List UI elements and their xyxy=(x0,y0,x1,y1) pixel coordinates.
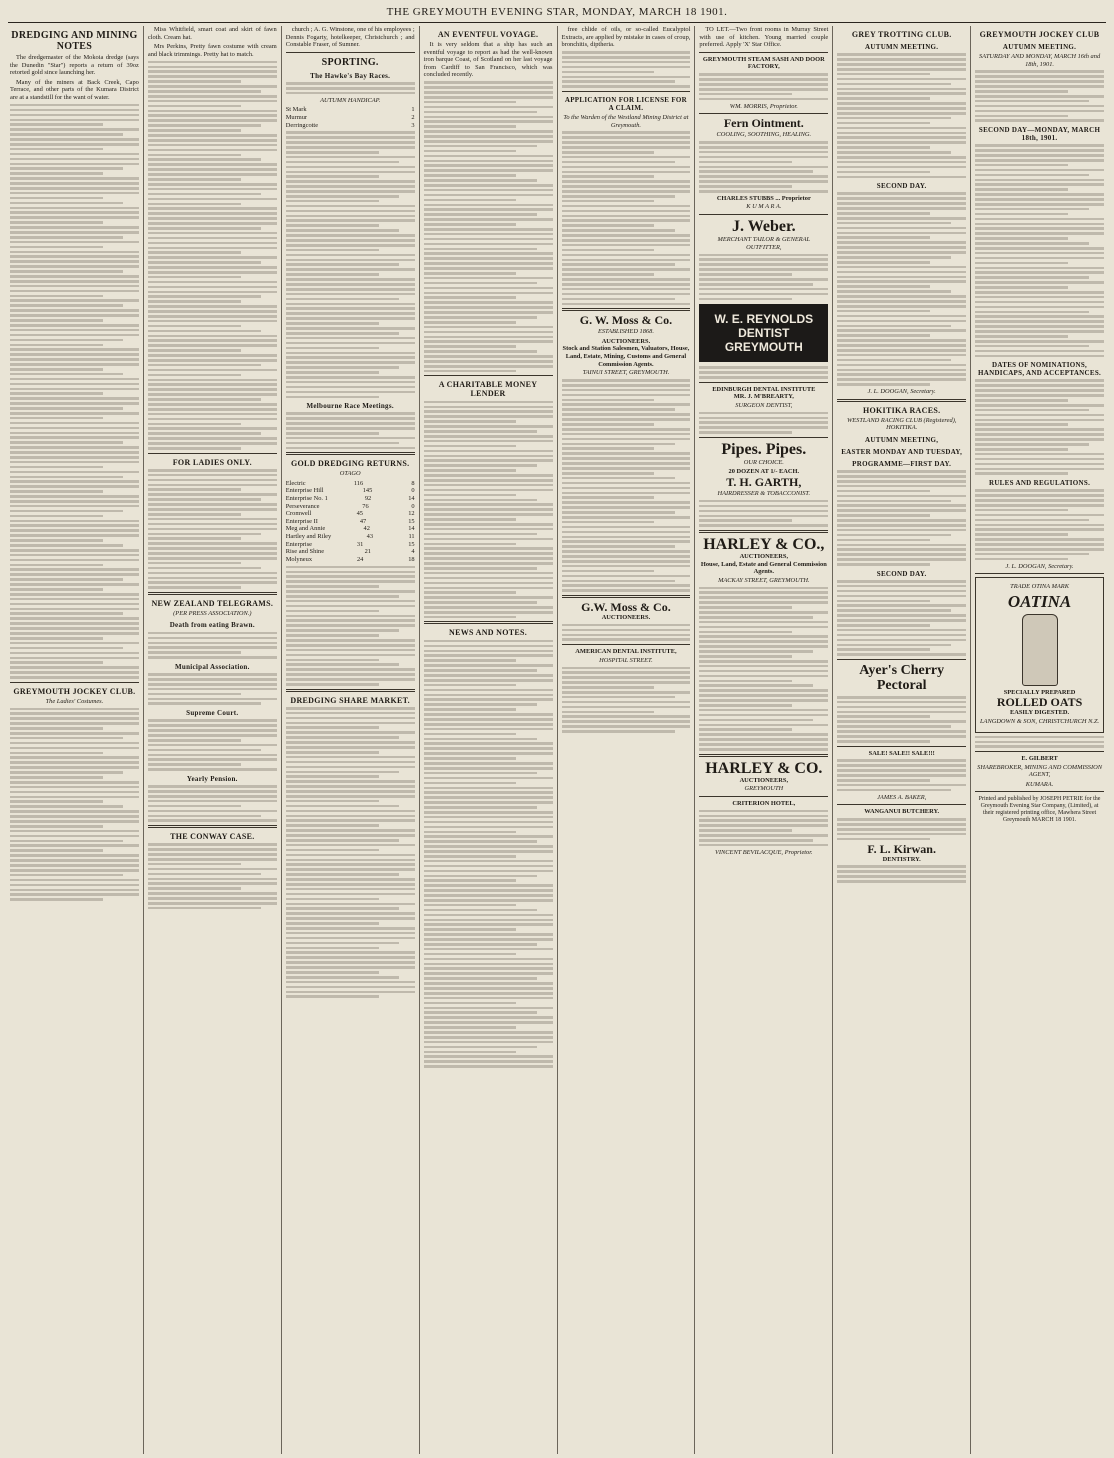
article-text-block xyxy=(837,192,966,385)
column-3 xyxy=(282,26,420,1454)
dredge-name: Cromwell xyxy=(285,510,312,518)
second-day-subheading: SECOND DAY—MONDAY, MARCH 18th, 1901. xyxy=(978,125,1101,142)
dredging-return-row xyxy=(286,487,415,495)
masthead: THE GREYMOUTH EVENING STAR, MONDAY, MARCH 18 1901. xyxy=(8,6,1106,23)
oatina-logo: OATINA xyxy=(1007,591,1072,611)
dredging-return-row xyxy=(286,548,415,556)
dredge-yield: 24 xyxy=(356,555,364,563)
article-text-block xyxy=(10,708,139,901)
divider xyxy=(699,382,828,383)
article-text-block xyxy=(837,696,966,743)
dredge-yield: 116 xyxy=(353,479,364,487)
article-text-block xyxy=(699,73,828,100)
for-ladies-heading: FOR LADIES ONLY. xyxy=(172,457,252,467)
divider xyxy=(10,682,139,683)
article-text-block xyxy=(699,366,828,378)
dredging-return-row xyxy=(286,518,415,526)
fern-ointment-tagline: COOLING, SOOTHING, HEALING. xyxy=(716,131,812,139)
article-text-block xyxy=(562,667,691,733)
moss-services: Stock and Station Salesmen, Valuators, House, Land, Estate, Mining, Customs and General Commission Agents. xyxy=(562,345,690,368)
dredge-yield: 11 xyxy=(408,532,415,540)
article-text-block xyxy=(975,144,1104,357)
autumn-meeting-subheading: AUTUMN MEETING. xyxy=(1002,43,1077,51)
column-7 xyxy=(833,26,971,1454)
dredging-return-row xyxy=(286,541,415,549)
ayers-pectoral-title: Ayer's Cherry Pectoral xyxy=(859,662,945,693)
wanganui-butchery: WANGANUI BUTCHERY. xyxy=(864,808,940,816)
gold-dredging-heading: GOLD DREDGING RETURNS. xyxy=(290,459,410,469)
melbourne-subheading: Melbourne Race Meetings. xyxy=(306,402,394,411)
divider xyxy=(975,791,1104,792)
article-paragraph: free chlide of oils, or so-called Eucalyptol Extracts, are applied by mistake in cases of croup, bronchitis, diptheria. xyxy=(561,26,691,49)
kirwan-name: F. L. Kirwan. xyxy=(867,841,936,856)
dredge-name: Enterprise No. 1 xyxy=(285,495,328,503)
dredge-name: Electric xyxy=(285,479,306,487)
race-results-block xyxy=(286,131,415,398)
autumn-meeting-subheading: AUTUMN MEETING. xyxy=(865,43,939,51)
harley-name-2: HARLEY & CO. xyxy=(705,759,823,777)
harley-name: HARLEY & CO., xyxy=(703,535,825,553)
article-text-block xyxy=(562,624,691,641)
dredging-return-row xyxy=(286,533,415,541)
moss-auctioneers-2: AUCTIONEERS. xyxy=(601,613,651,621)
article-text-block xyxy=(699,412,828,434)
divider xyxy=(699,113,828,114)
oatina-product: ROLLED OATS xyxy=(996,695,1083,710)
harley-auctioneers-2: AUCTIONEERS, xyxy=(739,776,789,784)
oatina-maker: LANGDOWN & SON, CHRISTCHURCH N.Z. xyxy=(979,718,1100,726)
dredge-yield: 21 xyxy=(364,548,371,556)
share-market-heading: DREDGING SHARE MARKET. xyxy=(290,695,410,705)
dredge-yield: 47 xyxy=(359,517,367,525)
dredging-notes-heading: DREDGING AND MINING NOTES xyxy=(11,30,138,52)
weber-trade: MERCHANT TAILOR & GENERAL OUTFITTER, xyxy=(717,236,811,251)
article-text-block xyxy=(837,580,966,656)
divider xyxy=(975,573,1104,574)
eventful-voyage-heading: AN EVENTFUL VOYAGE. xyxy=(437,30,539,39)
dredge-yield: 31 xyxy=(356,540,364,548)
dredge-yield: 18 xyxy=(408,555,415,563)
telegram-subheading: Supreme Court. xyxy=(186,709,239,718)
divider xyxy=(699,437,828,438)
dredge-name: Enterprise Hill xyxy=(285,487,324,495)
oatina-ad xyxy=(975,577,1104,732)
moss-address: TAINUI STREET, GREYMOUTH. xyxy=(582,369,670,377)
article-text-block xyxy=(837,470,966,566)
dredge-yield: 0 xyxy=(411,502,415,510)
divider xyxy=(837,804,966,805)
grey-trotting-heading: GREY TROTTING CLUB. xyxy=(851,30,952,39)
divider xyxy=(148,453,277,454)
dredge-name: Enterprise xyxy=(285,540,313,548)
news-notes-heading: NEWS AND NOTES. xyxy=(449,628,528,638)
dredging-return-row xyxy=(286,556,415,564)
article-text-block xyxy=(837,865,966,882)
dredge-name: Enterprise II xyxy=(285,517,318,525)
article-text-block xyxy=(148,61,277,450)
gilbert-name: E. GILBERT xyxy=(1021,754,1058,762)
edinburgh-dental-title: EDINBURGH DENTAL INSTITUTE xyxy=(712,385,816,393)
race-name: AUTUMN HANDICAP. xyxy=(320,96,381,104)
divider xyxy=(699,214,828,215)
pipes-sub: OUR CHOICE. xyxy=(743,458,784,466)
divider xyxy=(424,621,553,624)
harley-town: GREYMOUTH xyxy=(744,785,784,793)
garth-trade: HAIRDRESSER & TOBACCONIST. xyxy=(717,489,811,497)
stubbs-proprietor: CHARLES STUBBS ... Proprietor xyxy=(716,194,811,202)
hawkes-bay-subheading: The Hawke's Bay Races. xyxy=(310,71,391,80)
sale-headline: SALE! SALE!! SALE!!! xyxy=(868,749,935,757)
dredge-yield: 4 xyxy=(411,548,415,556)
fern-ointment-title: Fern Ointment. xyxy=(723,116,804,131)
divider xyxy=(286,689,415,692)
baker-name: JAMES A. BAKER, xyxy=(877,793,927,801)
article-text-block xyxy=(424,401,553,619)
divider xyxy=(699,754,828,757)
column-1 xyxy=(6,26,144,1454)
dredge-yield: 8 xyxy=(411,479,415,487)
criterion-hotel: CRITERION HOTEL, xyxy=(732,799,796,807)
sash-factory-name: GREYMOUTH STEAM SASH AND DOOR FACTORY, xyxy=(702,55,825,71)
article-text-block xyxy=(699,500,828,527)
moss-company-name: G. W. Moss & Co. xyxy=(579,313,673,328)
dredge-name: Molyneux xyxy=(285,555,313,563)
divider xyxy=(699,52,828,53)
autumn-meeting-subheading: AUTUMN MEETING, xyxy=(865,435,939,444)
article-text-block xyxy=(837,759,966,791)
divider xyxy=(837,746,966,747)
column-4 xyxy=(420,26,558,1454)
dredge-yield: 15 xyxy=(408,517,415,525)
dredging-return-row xyxy=(286,510,415,518)
divider xyxy=(286,452,415,455)
money-lender-heading: A CHARITABLE MONEY LENDER xyxy=(438,380,538,399)
second-day-subheading: SECOND DAY. xyxy=(876,182,927,191)
article-text-block xyxy=(975,379,1104,475)
jockey-club-secretary: J. L. DOOGAN, Secretary. xyxy=(1005,562,1074,570)
dredge-name: Meg and Annie xyxy=(285,525,326,533)
article-text-block xyxy=(975,489,1104,560)
divider xyxy=(837,659,966,660)
article-text-block xyxy=(148,673,277,705)
dredge-yield: 0 xyxy=(411,487,415,495)
printer-imprint: Printed and published by JOSEPH PETRIE for the Greymouth Evening Star Company, (Limited), at their registered printing office, Mawhera Street Greymouth MARCH 18 1901. xyxy=(978,796,1101,824)
article-text-block xyxy=(148,719,277,771)
divider xyxy=(699,530,828,533)
article-text-block xyxy=(837,53,966,178)
article-text-block xyxy=(424,81,553,372)
rules-subheading: RULES AND REGULATIONS. xyxy=(988,478,1091,487)
share-list-block xyxy=(286,707,415,998)
dredge-name: Rise and Shine xyxy=(285,548,325,556)
article-text-block xyxy=(562,51,691,88)
column-8 xyxy=(971,26,1108,1454)
column-5 xyxy=(558,26,696,1454)
article-text-block xyxy=(424,640,553,1068)
gilbert-town: KUMARA. xyxy=(1025,780,1054,788)
returns-block xyxy=(286,566,415,686)
jockey-club-heading: GREYMOUTH JOCKEY CLUB xyxy=(979,30,1100,39)
divider xyxy=(837,399,966,402)
moss-auctioneers: AUCTIONEERS. xyxy=(601,337,651,345)
second-day-subheading: SECOND DAY. xyxy=(876,569,927,578)
dredge-yield: 14 xyxy=(408,495,415,503)
hokitika-races-heading: HOKITIKA RACES. xyxy=(862,405,941,415)
dredge-yield: 45 xyxy=(356,510,363,518)
dredge-yield: 12 xyxy=(408,510,415,518)
sash-factory-proprietor: WM. MORRIS, Proprietor. xyxy=(729,102,798,110)
jockey-club-heading: GREYMOUTH JOCKEY CLUB. xyxy=(13,686,136,696)
divider xyxy=(424,375,553,376)
article-paragraph: church ; A. G. Winstone, one of his employees ; Dennis Fogarty, hotelkeeper, Christchurch ; and Constable Fraser, of Sumner. xyxy=(285,26,415,49)
nominations-subheading: DATES OF NOMINATIONS, HANDICAPS, AND ACCEPTANCES. xyxy=(978,361,1102,378)
article-paragraph: It is very seldom that a ship has such an eventful voyage to report as had the well-known iron barque Coast, of Scotland on her last voyage from Cardiff to San Francisco, which was concluded recently. xyxy=(423,41,553,79)
nz-telegrams-heading: NEW ZEALAND TELEGRAMS. xyxy=(151,598,274,608)
meeting-dates: SATURDAY AND MONDAY, MARCH 16th and 18th, 1901. xyxy=(978,53,1101,68)
press-association-note: (PER PRESS ASSOCIATION.) xyxy=(173,609,252,617)
divider xyxy=(975,751,1104,752)
dredging-return-row xyxy=(286,495,415,503)
article-text-block xyxy=(699,254,828,301)
column-6 xyxy=(695,26,833,1454)
dredge-yield: 15 xyxy=(408,540,415,548)
article-text-block xyxy=(148,843,277,909)
dredging-return-row xyxy=(286,480,415,488)
mcbrearty-title: SURGEON DENTIST, xyxy=(735,401,793,409)
columns xyxy=(6,26,1108,1454)
harley-address: MACKAY STREET, GREYMOUTH. xyxy=(718,576,810,584)
oatina-line: SPECIALLY PREPARED xyxy=(1003,688,1076,696)
dredge-yield: 76 xyxy=(362,502,369,510)
divider xyxy=(148,592,277,595)
article-text-block xyxy=(10,104,139,679)
moss-company-name-2: G.W. Moss & Co. xyxy=(581,599,671,614)
warden-address: To the Warden of the Westland Mining District at Greymouth. xyxy=(563,113,689,129)
article-text-block xyxy=(148,469,277,589)
stubbs-town: K U M A R A. xyxy=(746,203,782,211)
telegram-subheading: Municipal Association. xyxy=(174,662,250,671)
telegram-subheading: Yearly Pension. xyxy=(186,774,238,783)
race-result-row: Murmur 2 xyxy=(285,113,415,121)
divider xyxy=(562,595,691,598)
column-2 xyxy=(144,26,282,1454)
article-text-block xyxy=(562,379,691,592)
dredge-yield: 14 xyxy=(408,525,415,533)
dental-institute-name: AMERICAN DENTAL INSTITUTE, xyxy=(575,648,677,656)
pipes-offer: 20 DOZEN AT 1/- EACH. xyxy=(728,468,800,476)
harley-services: House, Land, Estate and General Commission Agents. xyxy=(700,560,827,576)
oatina-packet-icon xyxy=(1022,614,1058,686)
license-application-heading: APPLICATION FOR LICENSE FOR A CLAIM. xyxy=(564,95,687,112)
race-result-row: Derringcotte 3 xyxy=(285,121,415,129)
divider xyxy=(562,308,691,311)
article-paragraph: The dredgemaster of the Mokoia dredge (says the Dunedin "Star") reports a return of 39oz retorted gold since launching her. xyxy=(10,54,139,77)
telegram-subheading: Death from eating Brawn. xyxy=(169,621,255,630)
article-text-block xyxy=(975,70,1104,122)
article-text-block xyxy=(562,131,691,305)
divider xyxy=(562,644,691,645)
programme-first-day: PROGRAMME—FIRST DAY. xyxy=(852,459,952,468)
article-text-block xyxy=(699,810,828,847)
dredge-name: Hartley and Riley xyxy=(285,532,332,540)
oatina-trade-mark: TRADE OTINA MARK xyxy=(1010,583,1069,591)
divider xyxy=(286,52,415,53)
moss-established: ESTABLISHED 1868. xyxy=(597,328,654,336)
article-text-block xyxy=(148,785,277,822)
gilbert-trade: SHAREBROKER, MINING AND COMMISSION AGENT, xyxy=(977,763,1102,779)
divider xyxy=(562,91,691,92)
westland-racing-club: WESTLAND RACING CLUB (Registered), HOKITIKA. xyxy=(846,416,957,432)
article-paragraph: Miss Whitfield, smart coat and skirt of fawn cloth. Cream hat. xyxy=(147,26,277,41)
article-paragraph: Many of the miners at Back Creek, Capo Terrace, and other parts of the Kumara District are at a standstill for the want of water. xyxy=(10,78,139,101)
classified-ad: TO LET.—Two front rooms in Murray Street with use of kitchen. Young married couple preferred. Apply 'X' Star Office. xyxy=(699,26,829,49)
mcbrearty-name: MR. J. M'BREARTY, xyxy=(733,393,794,401)
article-text-block xyxy=(699,141,828,193)
garth-name: T. H. GARTH, xyxy=(726,474,802,489)
dredge-yield: 43 xyxy=(366,532,374,540)
dredging-return-row xyxy=(286,525,415,533)
dredge-name: Perseverance xyxy=(285,502,320,510)
region-label: OTAGO xyxy=(339,470,361,478)
race-result-row: St Mark 1 xyxy=(285,106,415,114)
divider xyxy=(699,796,828,797)
dentistry-heading: DENTISTRY. xyxy=(882,855,921,863)
dental-institute-address: HOSPITAL STREET. xyxy=(599,656,653,664)
article-text-block xyxy=(699,587,828,751)
oatina-line: EASILY DIGESTED. xyxy=(1009,709,1070,717)
harley-auctioneers: AUCTIONEERS, xyxy=(739,552,789,560)
divider xyxy=(148,825,277,828)
dredge-yield: 145 xyxy=(362,487,373,495)
pipes-title: Pipes. Pipes. xyxy=(721,440,807,458)
easter-dates-subheading: EASTER MONDAY AND TUESDAY, xyxy=(841,447,963,456)
dredging-returns-table xyxy=(286,480,415,564)
reynolds-dentist-ad: W. E. REYNOLDS DENTIST GREYMOUTH xyxy=(699,304,828,362)
ladies-costumes-subheading: The Ladies' Costumes. xyxy=(45,697,104,705)
article-text-block xyxy=(837,818,966,840)
weber-name: J. Weber. xyxy=(732,218,796,236)
conway-case-heading: THE CONWAY CASE. xyxy=(170,831,255,841)
article-paragraph: Mrs Perkins, Pretty fawn costume with cream and black trimmings. Pretty hat to match. xyxy=(147,43,277,58)
article-text-block xyxy=(286,412,415,449)
sporting-heading: SPORTING. xyxy=(321,56,379,68)
dredge-yield: 92 xyxy=(364,495,372,503)
dredging-return-row xyxy=(286,503,415,511)
article-text-block xyxy=(975,736,1104,748)
criterion-proprietor: VINCENT BEVILACQUE, Proprietor. xyxy=(714,848,813,856)
article-text-block xyxy=(286,82,415,94)
article-text-block xyxy=(148,632,277,659)
trotting-secretary: J. L. DOOGAN, Secretary. xyxy=(867,388,936,396)
dredge-yield: 42 xyxy=(363,525,370,533)
